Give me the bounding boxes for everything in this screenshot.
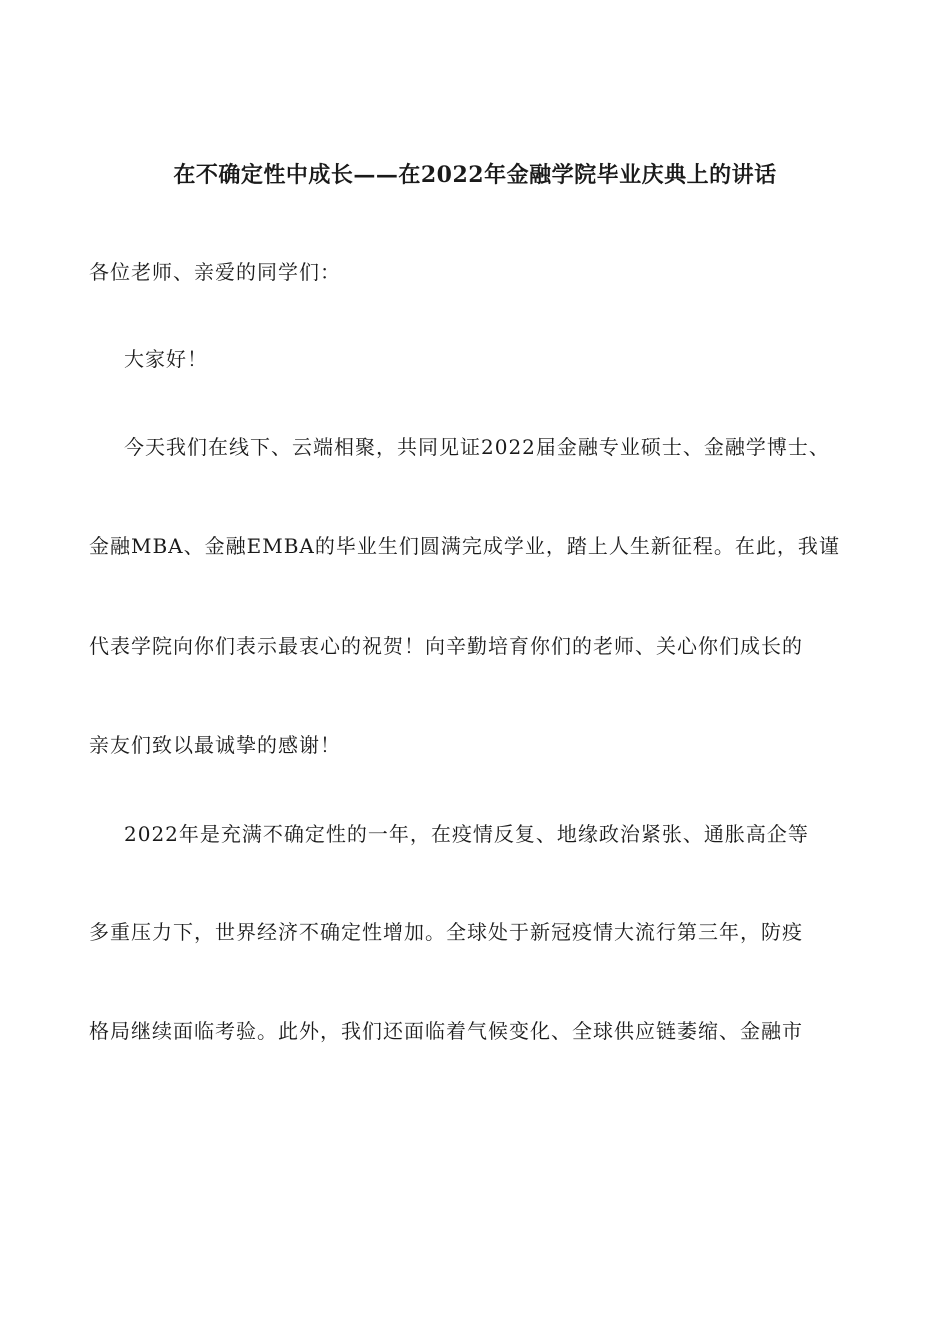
paragraph-1-line-2: 金融MBA、金融EMBA的毕业生们圆满完成学业，踏上人生新征程。在此，我谨 [89, 534, 840, 558]
paragraph-1-line-4: 亲友们致以最诚挚的感谢！ [89, 733, 341, 757]
document-title: 在不确定性中成长——在2022年金融学院毕业庆典上的讲话 [173, 162, 777, 188]
paragraph-2-line-3: 格局继续面临考验。此外，我们还面临着气候变化、全球供应链萎缩、金融市 [89, 1019, 803, 1043]
paragraph-1-line-3: 代表学院向你们表示最衷心的祝贺！向辛勤培育你们的老师、关心你们成长的 [89, 634, 803, 658]
salutation: 各位老师、亲爱的同学们： [89, 260, 341, 284]
paragraph-2-line-2: 多重压力下，世界经济不确定性增加。全球处于新冠疫情大流行第三年，防疫 [89, 920, 803, 944]
paragraph-1-line-1: 今天我们在线下、云端相聚，共同见证2022届金融专业硕士、金融学博士、 [124, 435, 830, 459]
paragraph-2-line-1: 2022年是充满不确定性的一年，在疫情反复、地缘政治紧张、通胀高企等 [124, 822, 809, 846]
greeting: 大家好！ [124, 347, 208, 371]
